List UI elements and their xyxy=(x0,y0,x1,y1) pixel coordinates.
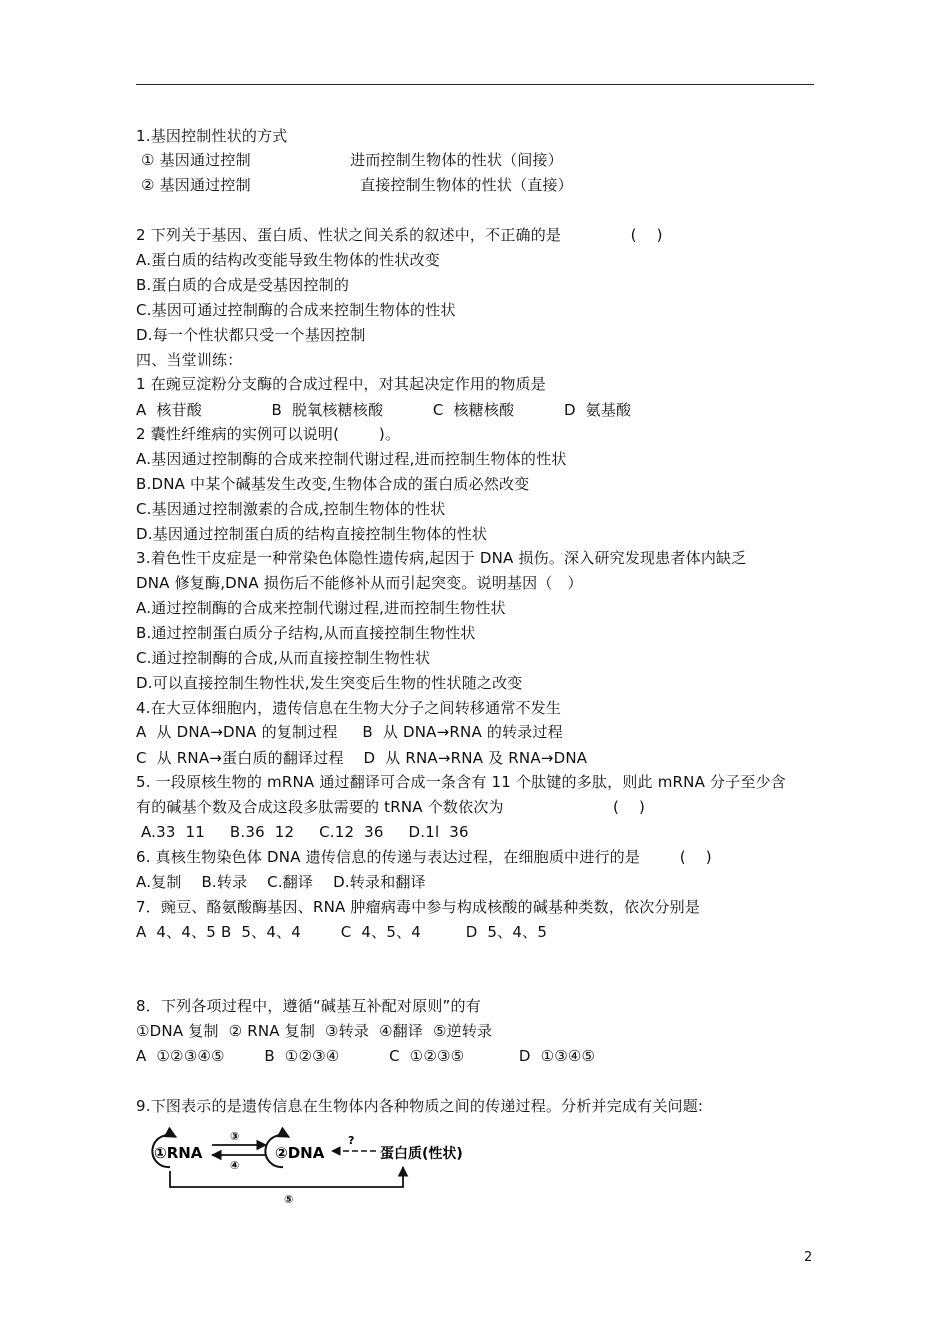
option-line: A.33 11 B.36 12 C.12 36 D.1l 36 xyxy=(136,823,469,841)
option-line: D.可以直接控制生物性状,发生突变后生物的性状随之改变 xyxy=(136,674,523,692)
dna-node: ②DNA xyxy=(275,1144,325,1162)
text-line: ① 基因通过控制 进而控制生物体的性状（间接） xyxy=(136,151,563,169)
information-flow-diagram xyxy=(148,1125,478,1210)
option-line: C.基因通过控制激素的合成,控制生物体的性状 xyxy=(136,500,446,518)
option-line: A 4、4、5 B 5、4、4 C 4、5、4 D 5、4、5 xyxy=(136,923,548,941)
option-line: A 核苷酸 B 脱氧核糖核酸 C 核糖核酸 D 氨基酸 xyxy=(136,401,632,419)
option-line: B.DNA 中某个碱基发生改变,生物体合成的蛋白质必然改变 xyxy=(136,475,530,493)
question-line: 2 下列关于基因、蛋白质、性状之间关系的叙述中，不正确的是 ( ) xyxy=(136,226,663,244)
question-line: 3.着色性干皮症是一种常染色体隐性遗传病,起因于 DNA 损伤。深入研究发现患者体内缺乏 xyxy=(136,549,747,567)
arrow-label-5: ⑤ xyxy=(284,1193,294,1206)
option-line: B.通过控制蛋白质分子结构,从而直接控制生物性状 xyxy=(136,624,476,642)
option-line: A ①②③④⑤ B ①②③④ C ①②③⑤ D ①③④⑤ xyxy=(136,1047,596,1065)
question-line: 6. 真核生物染色体 DNA 遗传信息的传递与表达过程，在细胞质中进行的是 ( ) xyxy=(136,848,712,866)
question-line: 8．下列各项过程中，遵循“碱基互补配对原则”的有 xyxy=(136,997,481,1015)
question-line: DNA 修复酶,DNA 损伤后不能修补从而引起突变。说明基因（ ） xyxy=(136,574,583,592)
option-line: C 从 RNA→蛋白质的翻译过程 D 从 RNA→RNA 及 RNA→DNA xyxy=(136,749,588,767)
translation-arrow xyxy=(170,1167,403,1187)
option-line: C.通过控制酶的合成,从而直接控制生物性状 xyxy=(136,649,431,667)
option-line: ①DNA 复制 ② RNA 复制 ③转录 ④翻译 ⑤逆转录 xyxy=(136,1022,493,1040)
option-line: A.蛋白质的结构改变能导致生物体的性状改变 xyxy=(136,251,440,269)
arrow-label-4: ④ xyxy=(230,1159,240,1172)
option-line: A.通过控制酶的合成来控制代谢过程,进而控制生物性状 xyxy=(136,599,506,617)
header-rule xyxy=(136,84,814,85)
question-line: 4.在大豆体细胞内，遗传信息在生物大分子之间转移通常不发生 xyxy=(136,699,562,717)
question-line: 9.下图表示的是遗传信息在生物体内各种物质之间的传递过程。分析并完成有关问题: xyxy=(136,1097,704,1115)
question-line: 有的碱基个数及合成这段多肽需要的 tRNA 个数依次为 ( ) xyxy=(136,798,645,816)
question-line: 1 在豌豆淀粉分支酶的合成过程中，对其起决定作用的物质是 xyxy=(136,375,546,393)
protein-node: 蛋白质(性状) xyxy=(380,1146,463,1162)
question-line: 5. 一段原核生物的 mRNA 通过翻译可合成一条含有 11 个肽键的多肽，则此 mRNA 分子至少含 xyxy=(136,773,787,791)
option-line: D.每一个性状都只受一个基因控制 xyxy=(136,326,366,344)
option-line: A.基因通过控制酶的合成来控制代谢过程,进而控制生物体的性状 xyxy=(136,450,567,468)
section-heading: 四、当堂训练： xyxy=(136,351,243,369)
option-line: D.基因通过控制蛋白质的结构直接控制生物体的性状 xyxy=(136,525,488,543)
question-label: ? xyxy=(348,1134,355,1147)
option-line: A.复制 B.转录 C.翻译 D.转录和翻译 xyxy=(136,873,426,891)
option-line: B.蛋白质的合成是受基因控制的 xyxy=(136,276,350,294)
text-line: 1.基因控制性状的方式 xyxy=(136,127,288,145)
text-line: ② 基因通过控制 直接控制生物体的性状（直接） xyxy=(136,176,573,194)
option-line: A 从 DNA→DNA 的复制过程 B 从 DNA→RNA 的转录过程 xyxy=(136,723,563,741)
question-line: 7．豌豆、酪氨酸酶基因、RNA 肿瘤病毒中参与构成核酸的碱基种类数，依次分别是 xyxy=(136,898,701,916)
rna-node: ①RNA xyxy=(154,1144,203,1162)
arrow-label-3: ③ xyxy=(230,1130,240,1143)
page-number: 2 xyxy=(804,1250,813,1265)
option-line: C.基因可通过控制酶的合成来控制生物体的性状 xyxy=(136,301,456,319)
question-line: 2 囊性纤维病的实例可以说明( )。 xyxy=(136,425,401,443)
